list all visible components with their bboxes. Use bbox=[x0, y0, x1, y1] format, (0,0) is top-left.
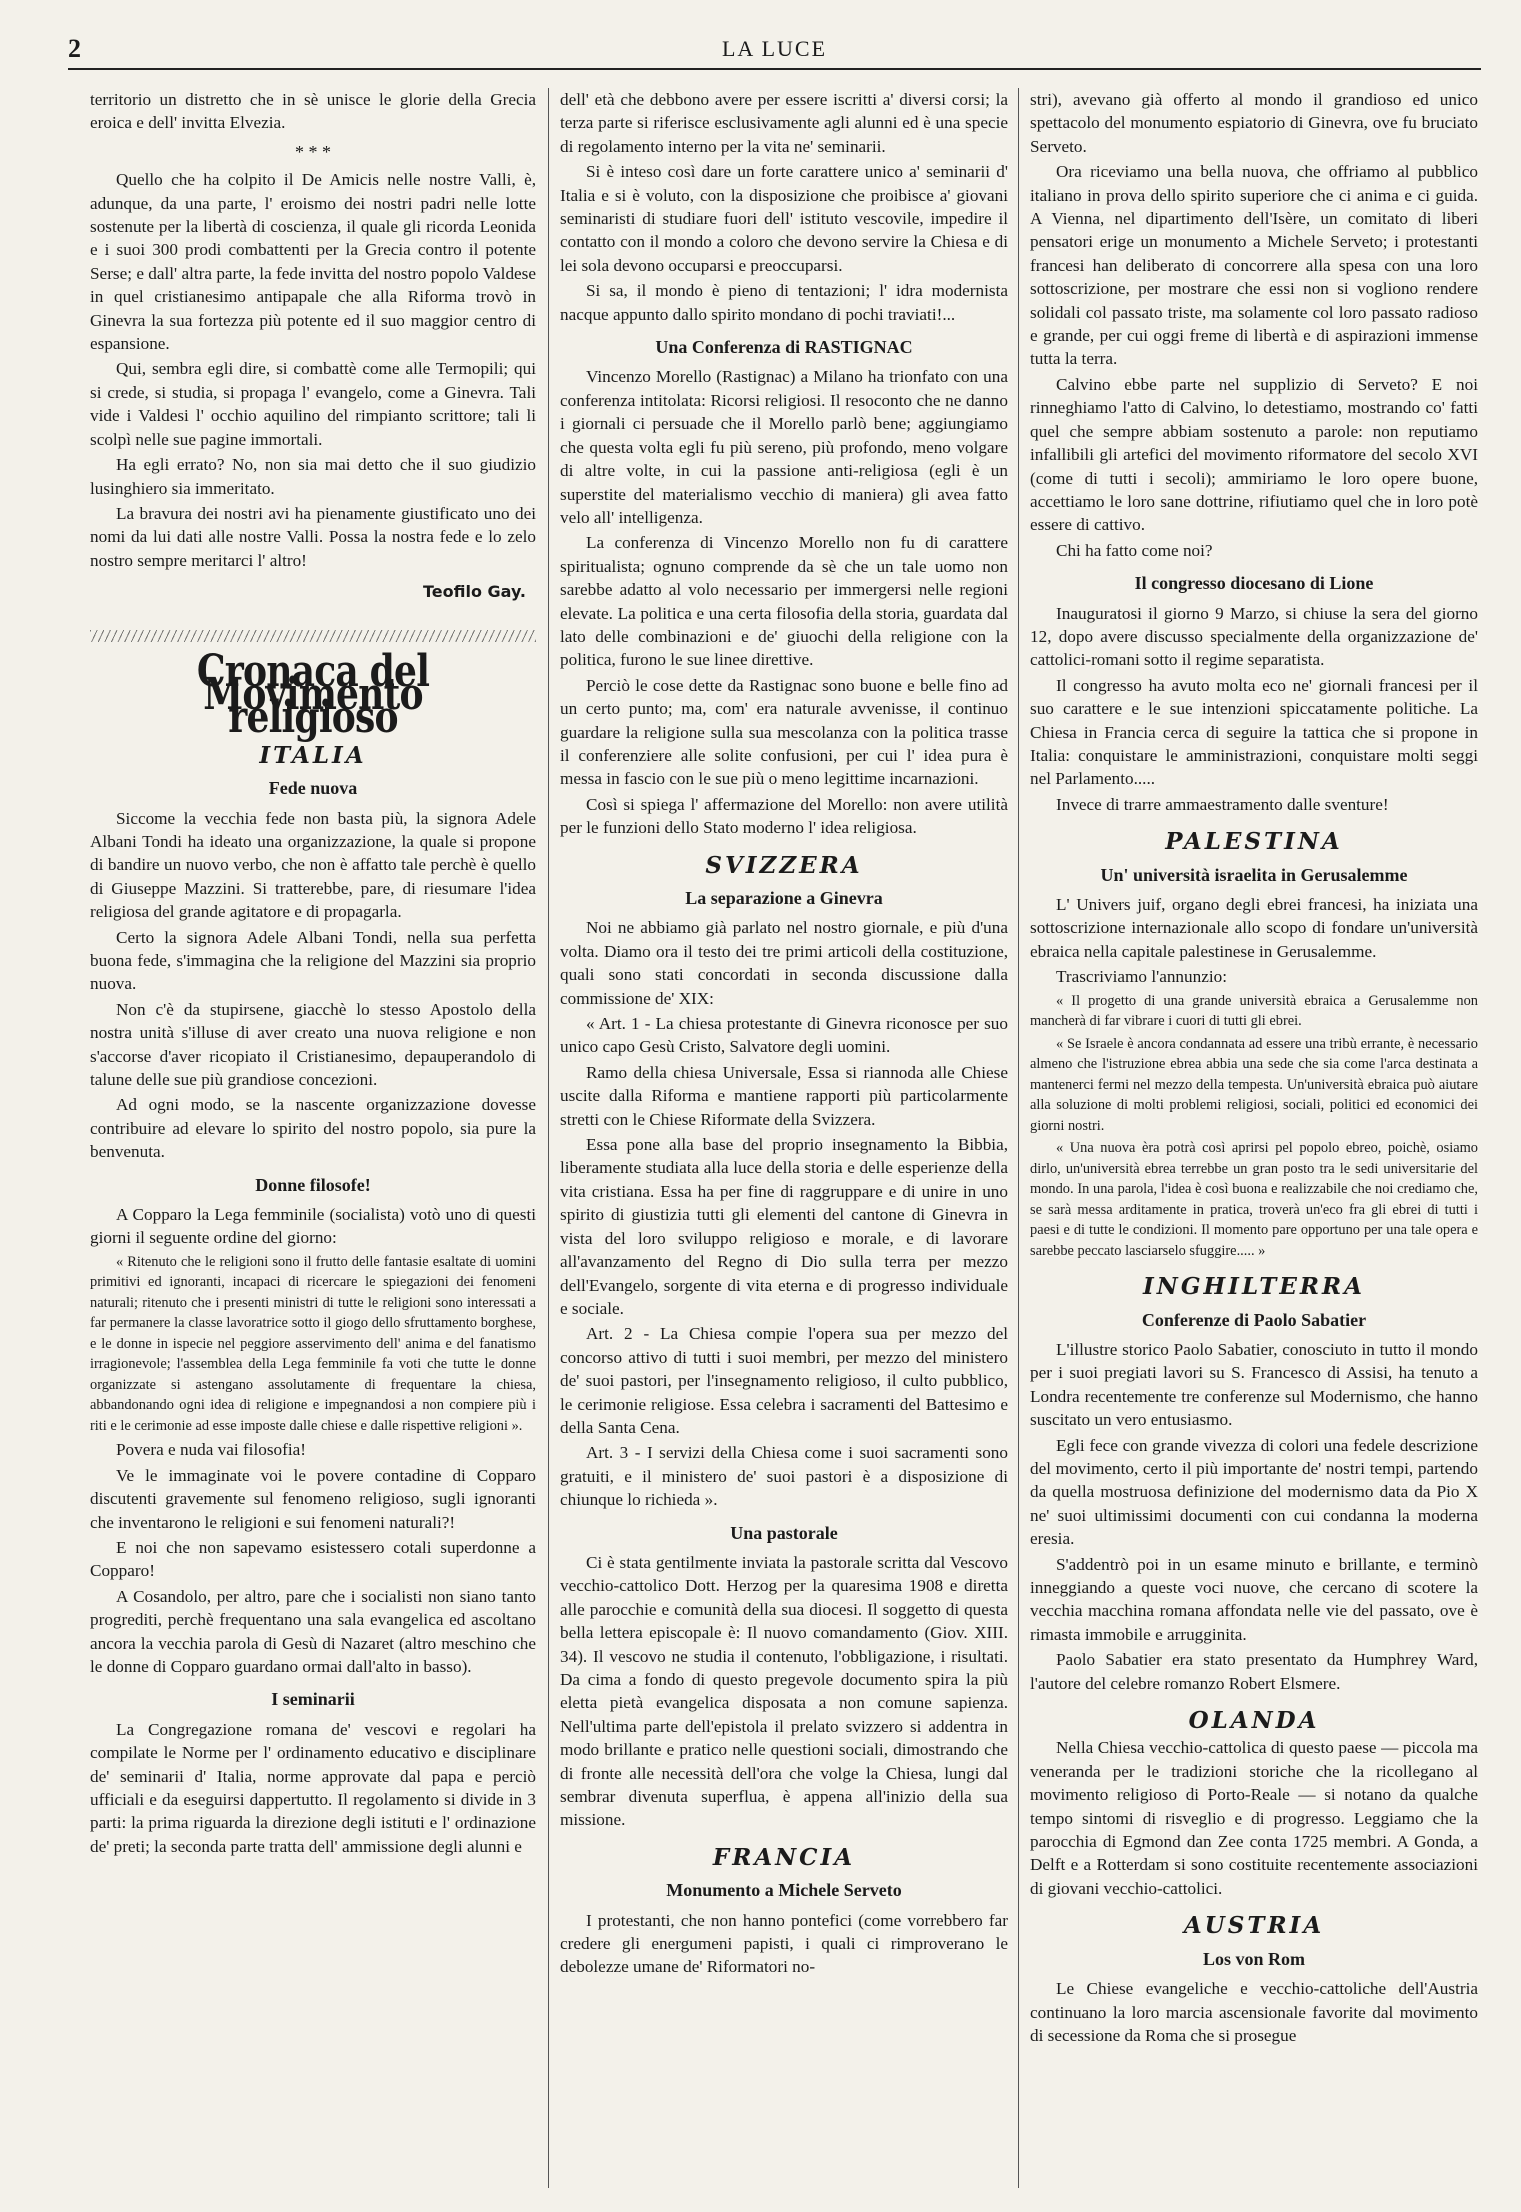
paragraph: territorio un distretto che in sè unisce le glorie della Grecia eroica e dell' invitta Elvezia. bbox=[90, 90, 536, 133]
article-title: Monumento a Michele Serveto bbox=[666, 1880, 902, 1901]
paragraph: I protestanti, che non hanno pontefici (come vorrebbero far credere gli energumeni papisti, i quali ci rimproverano le debolezze umane de' Riformatori no- bbox=[560, 1910, 1008, 1977]
article-title: Donne filosofe! bbox=[255, 1174, 371, 1195]
paragraph: La conferenza di Vincenzo Morello non fu di carattere spiritualista; ognuno comprende da sè che un tale uomo non sarebbe adatto al volo necessario per immergersi nelle regioni elevate. La politica e una certa filosofia della storia, guardata dal lato delle combinazioni e de' giuochi della religione con la politica, furono le sue linee direttive. bbox=[560, 533, 1008, 670]
article-title: Fede nuova bbox=[268, 778, 358, 799]
country-heading: INGHILTERRA bbox=[1143, 1273, 1365, 1301]
paragraph: Vincenzo Morello (Rastignac) a Milano ha trionfato con una conferenza intitolata: Ricorsi religiosi. Il resoconto che ne danno i giornali ci persuade che il Morello parlò bene; aggiungiamo che questa volta egli fu più sereno, più profondo, meno volgare di altre volte, in cui la passione anti-religiosa (egli è un superstite del materialismo vecchio di maniera) gli avea fatto velo all' intelligenza. bbox=[560, 367, 1008, 527]
quotation: « Una nuova èra potrà così aprirsi pel popolo ebreo, poichè, osiamo dirlo, un'università ebrea terrebbe un gran posto tra le sedi universitarie del mondo. In una parola, l'idea è così buona e realizzabile che noi crediamo che, se sarà messa arditamente in pratica, troverà un'eco fra gli ebrei di tutti i paesi e di tutte le condizioni. Il momento pare opportuno per una tale opera e sarebbe peccato lasciarselo sfuggire..... » bbox=[1030, 1140, 1478, 1259]
paragraph: Ad ogni modo, se la nascente organizzazione dovesse contribuire ad elevare lo spirito del nostro popolo, sia pure la benvenuta. bbox=[90, 1095, 536, 1162]
paragraph: Art. 2 - La Chiesa compie l'opera sua per mezzo del concorso attivo di tutti i suoi membri, per mezzo del ministero de' suoi pastori, per l'insegnamento religioso, il culto pubblico, le cerimonie religiose. Essa celebra i sacramenti del Battesimo e della Santa Cena. bbox=[560, 1324, 1008, 1437]
country-heading: AUSTRIA bbox=[1183, 1912, 1325, 1940]
paragraph: La bravura dei nostri avi ha pienamente giustificato uno dei nomi da lui dati alle nostre Valli. Possa la nostra fede e lo zelo nostro sempre meritarci l' altro! bbox=[90, 503, 536, 570]
article-title: La separazione a Ginevra bbox=[685, 888, 883, 908]
column-divider bbox=[1018, 88, 1019, 2188]
paragraph: Si è inteso così dare un forte carattere unico a' seminarii d' Italia e si è voluto, con la disposizione che proibisce a' giovani seminaristi di studiare fuori dell' istituto vescovile, impedire il contatto con il mondo a coloro che devono servire la Chiesa e di lei sola devono occuparsi e preoccuparsi. bbox=[560, 162, 1008, 275]
country-heading: ITALIA bbox=[259, 741, 367, 769]
paragraph: Egli fece con grande vivezza di colori una fedele descrizione del movimento, certo il più importante de' nostri tempi, partendo da quella mostruosa definizione del modernismo data da Pio X ne' suoi ultimissimi documenti con cui condanna la moderna eresia. bbox=[1030, 1435, 1478, 1549]
paragraph: Si sa, il mondo è pieno di tentazioni; l' idra modernista nacque appunto dallo spirito mondano di pochi traviati!... bbox=[560, 281, 1008, 324]
paragraph: Certo la signora Adele Albani Tondi, nella sua perfetta buona fede, s'immagina che la religione del Mazzini sia proprio nuova. bbox=[90, 927, 536, 994]
country-heading: SVIZZERA bbox=[705, 851, 863, 879]
article-title: I seminarii bbox=[271, 1689, 355, 1710]
quotation: « Se Israele è ancora condannata ad essere una tribù errante, è necessario almeno che l'istruzione ebrea abbia una sede che sia come l'arca destinata a mantenerci fermi nel mezzo della tempesta. Un'università ebraica può aiutare alla soluzione di molti problemi religiosi, sociali, politici ed economici dei giorni nostri. bbox=[1030, 1035, 1478, 1134]
paragraph: Ci è stata gentilmente inviata la pastorale scritta dal Vescovo vecchio-cattolico Dott. Herzog per la quaresima 1908 e diretta alle parocchie e comunità della sua diocesi. Il soggetto di questa bella lettera episcopale è: Il nuovo comandamento (Giov. XIII. 34). Il vescovo ne studia il contenuto, l'obbligazione, i risultati. Da cima a fondo di questo pregevole documento spira la più eletta pietà evangelica disposata a non comune sapienza. Nell'ultima parte dell'epistola il prelato svizzero si addentra in modo brillante e pratico nelle questioni sociali, dimostrando che di fronte alle necessità dell'ora che volge la Chiesa, lungi dal sembrar divenuta superflua, è appena all'inizio della sua missione. bbox=[560, 1552, 1008, 1830]
paragraph: Quello che ha colpito il De Amicis nelle nostre Valli, è, adunque, da una parte, l' eroismo dei nostri padri nelle lotte sostenute per la libertà di coscienza, il quale gli ricorda Leonida e i suoi 300 prodi combattenti per la Grecia contro il potente Serse; e dall' altra parte, la fede invitta del nostro popolo Valdese in quel cristianesimo antipapale che alla Riforma trovò in Ginevra la sua fortezza più potente ed il suo maggior centro di espansione. bbox=[90, 170, 536, 354]
paragraph: Siccome la vecchia fede non basta più, la signora Adele Albani Tondi ha ideato una organizzazione, la quale si propone di bandire un nuovo verbo, che non è affatto tale perchè è quello di Giuseppe Mazzini. Si tratterebbe, pare, di riesumare l'idea religiosa del grande agitatore e di propagarla. bbox=[90, 808, 536, 922]
paragraph: Perciò le cose dette da Rastignac sono buone e belle fino ad un certo punto; ma, com' era naturale avvenisse, il continuo guardare la religione sulla sua mescolanza con la politica trasse il conferenziere alle solite confusioni, per cui l' idea pura è messa in fascio con le sue più o meno legittime incarnazioni. bbox=[560, 675, 1008, 789]
article-title: Una pastorale bbox=[730, 1522, 838, 1543]
page-number: 2 bbox=[68, 34, 81, 63]
masthead: LA LUCE bbox=[721, 36, 828, 61]
paragraph: Inauguratosi il giorno 9 Marzo, si chiuse la sera del giorno 12, dopo avere discusso specialmente della organizzazione de' cattolici-romani sotto il regime separatista. bbox=[1030, 603, 1478, 670]
paragraph: E noi che non sapevamo esistessero cotali superdonne a Copparo! bbox=[90, 1538, 536, 1581]
page-header bbox=[68, 34, 1481, 70]
country-heading: FRANCIA bbox=[712, 1843, 856, 1871]
section-title: Cronaca del Movimento religioso bbox=[196, 645, 430, 744]
column-divider bbox=[548, 88, 549, 2188]
paragraph: Nella Chiesa vecchio-cattolica di questo paese — piccola ma veneranda per le tradizioni storiche che la ricollegano al movimento religioso di Porto-Reale — si notano da qualche tempo sintomi di risveglio e di progresso. Leggiamo che la parocchia di Egmond dan Zee conta 1725 membri. A Gonda, a Delft e a Rotterdam si sono costituite recentemente associazioni di giovani vecchio-cattolici. bbox=[1030, 1738, 1478, 1898]
paragraph: L'illustre storico Paolo Sabatier, conosciuto in tutto il mondo per i suoi pregiati lavori su S. Francesco di Assisi, ha tenuto a Londra recentemente tre conferenze sul Modernismo, che hanno suscitato un vero entusiasmo. bbox=[1030, 1339, 1478, 1430]
column-1 bbox=[90, 88, 536, 2188]
decorative-rule bbox=[90, 630, 536, 642]
country-heading: OLANDA bbox=[1188, 1707, 1320, 1735]
article-title: Los von Rom bbox=[1202, 1948, 1305, 1969]
paragraph: Paolo Sabatier era stato presentato da Humphrey Ward, l'autore del celebre romanzo Robert Elsmere. bbox=[1030, 1650, 1478, 1693]
paragraph: Invece di trarre ammaestramento dalle sventure! bbox=[1056, 794, 1389, 814]
paragraph: Calvino ebbe parte nel supplizio di Serveto? E noi rinneghiamo l'atto di Calvino, lo detestiamo, mostrando co' fatti quel che sempre abbiam sostenuto a parole: non reputiamo infallibili gli artefici del movimento riformatore del secolo XVI (come di tutti i secoli); ammiriamo le loro opere buone, accettiamo le loro sane dottrine, rifiutiamo quel che in loro potè essere di cattivo. bbox=[1030, 374, 1478, 535]
paragraph: S'addentrò poi in un esame minuto e brillante, e terminò inneggiando a queste voci nuove, che cercano di scotere la vecchia macchina romana affondata nelle vie del passato, ove è rimasta immobile e arrugginita. bbox=[1030, 1554, 1478, 1644]
article-title: Il congresso diocesano di Lione bbox=[1134, 573, 1374, 594]
paragraph: Noi ne abbiamo già parlato nel nostro giornale, e più d'una volta. Diamo ora il testo dei tre primi articoli della costituzione, quali sono stati concordati in seconda discussione dalla commissione de' XIX: bbox=[560, 918, 1008, 1008]
paragraph: Chi ha fatto come noi? bbox=[1056, 540, 1213, 560]
paragraph: Il congresso ha avuto molta eco ne' giornali francesi per il suo carattere e le sue intenzioni spiccatamente politiche. La Chiesa in Francia cerca di seguire la tattica che si propone in Italia: conquistare le amministrazioni, conquistare molti seggi nel Parlamento..... bbox=[1030, 675, 1478, 789]
paragraph: A Copparo la Lega femminile (socialista) votò uno di questi giorni il seguente ordine del giorno: bbox=[90, 1205, 536, 1248]
article-title: Un' università israelita in Gerusalemme bbox=[1100, 864, 1408, 885]
author-signature: Teofilo Gay. bbox=[422, 582, 526, 602]
paragraph: Qui, sembra egli dire, si combattè come alle Termopili; qui si crede, si studia, si propaga l' evangelo, come a Ginevra. Tali vide i Valdesi l' occhio aquilino del rimpianto scrittore; tali li scolpì nelle sue pagine immortali. bbox=[90, 359, 536, 449]
paragraph: Art. 3 - I servizi della Chiesa come i suoi sacramenti sono gratuiti, e il ministero de' suoi pastori è a disposizione di chiunque lo richieda ». bbox=[560, 1443, 1008, 1510]
quotation: « Ritenuto che le religioni sono il frutto delle fantasie esaltate di uomini primitivi ed ignoranti, incapaci di ricercare le spiegazioni dei fenomeni naturali; ritenuto che i presenti ministri di tutte le religioni sono interessati a far permanere la classe lavoratrice sotto il giogo dello sfruttamento borghese, e le donne in ispecie nel peggiore asservimento dell' anima e del fanatismo irragionevole; l'assemblea della Lega femminile fa voti che tutte le donne organizzate si astengano assolutamente di frequentare la chiesa, abbandonando ogni idea di religione e impegnandosi a non compiere più i riti e le cerimonie ad esse imposte dalle chiese e dalle rispettive religioni ». bbox=[90, 1253, 536, 1434]
column-3 bbox=[1030, 88, 1478, 2188]
paragraph: Ha egli errato? No, non sia mai detto che il suo giudizio lusinghiero sia immeritato. bbox=[90, 455, 536, 498]
country-heading: PALESTINA bbox=[1165, 828, 1343, 856]
paragraph: Ora riceviamo una bella nuova, che offriamo al pubblico italiano in prova dello spirito superiore che ci anima e ci guida. A Vienna, nel dipartimento dell'Isère, un comitato di liberi pensatori erige un monumento a Michele Serveto; i protestanti francesi han deliberato di concorrere alla spesa con una loro sottoscrizione, per mostrare che essi non si vogliono rendere solidali col passato triste, ma solamente col loro passato radioso e grande, per cui oggi freme di libertà e di aspirazioni immense tutta la terra. bbox=[1030, 162, 1478, 369]
paragraph: A Cosandolo, per altro, pare che i socialisti non siano tanto progrediti, perchè frequentano una sala evangelica ed ascoltano ancora la vecchia parola di Gesù di Nazaret (altro meschino che le donne di Copparo guardano ormai dall'alto in basso). bbox=[90, 1586, 536, 1677]
article-title: Una Conferenza di RASTIGNAC bbox=[655, 337, 913, 358]
paragraph: Ramo della chiesa Universale, Essa si riannoda alle Chiese uscite dalla Riforma e mantiene rapporti più particolarmente stretti con le Chiese Riformate della Svizzera. bbox=[560, 1062, 1008, 1129]
quotation: « Il progetto di una grande università ebraica a Gerusalemme non mancherà di far vibrare i cuori di tutti gli ebrei. bbox=[1030, 992, 1478, 1030]
paragraph: Essa pone alla base del proprio insegnamento la Bibbia, liberamente studiata alla luce della storia e delle esperienze della vita cristiana. Essa ha per fine di raggruppare e di unire in uno spirito di giustizia tutti gli elementi del cantone di Ginevra in vista del loro sviluppo religioso e morale, e di lavorare all'avanzamento del Regno di Dio sulla terra per mezzo dell'Evangelo, sorgente di vita eterna e di progresso individuale e sociale. bbox=[560, 1135, 1008, 1318]
paragraph: Povera e nuda vai filosofia! bbox=[116, 1440, 306, 1460]
paragraph: La Congregazione romana de' vescovi e regolari ha compilate le Norme per l' ordinamento educativo e disciplinare de' seminarii d' Italia, norme approvate dal papa e perciò ufficiali e da eseguirsi dappertutto. Il regolamento si divide in 3 parti: la prima riguarda la direzione degli istituti e l' ordinazione de' preti; la seconda parte tratta dell' ammissione degli alunni e bbox=[90, 1719, 536, 1856]
paragraph: Le Chiese evangeliche e vecchio-cattoliche dell'Austria continuano la loro marcia ascensionale favorite dal movimento di secessione da Roma che si prosegue bbox=[1030, 1979, 1478, 2045]
paragraph: « Art. 1 - La chiesa protestante di Ginevra riconosce per suo unico capo Gesù Cristo, Salvatore degli uomini. bbox=[560, 1014, 1008, 1057]
paragraph: dell' età che debbono avere per essere iscritti a' diversi corsi; la terza parte si riferisce esclusivamente agli alunni ed è una specie di regolamento interno per la vita ne' seminarii. bbox=[560, 90, 1008, 156]
article-title: Conferenze di Paolo Sabatier bbox=[1141, 1309, 1367, 1330]
paragraph: Ve le immaginate voi le povere contadine di Copparo discutenti gravemente sul fenomeno religioso, sugli ignoranti che inventarono le religioni e sui fenomeni naturali?! bbox=[90, 1465, 536, 1532]
paragraph: L' Univers juif, organo degli ebrei francesi, ha iniziata una sottoscrizione internazionale allo scopo di fondare un'università ebraica nella capitale palestinese in Gerusalemme. bbox=[1030, 895, 1478, 961]
paragraph: stri), avevano già offerto al mondo il grandioso ed unico spettacolo del monumento espiatorio di Ginevra, ove fu bruciato Serveto. bbox=[1030, 90, 1478, 156]
paragraph: Così si spiega l' affermazione del Morello: non avere utilità per le funzioni dello Stato moderno l' idea religiosa. bbox=[560, 794, 1008, 838]
paragraph: Non c'è da stupirsene, giacchè lo stesso Apostolo della nostra unità s'illuse di aver creato una nuova religione e non s'accorse d'aver ricopiato il Cristianesimo, depauperandolo di talune delle sue più grandiose concezioni. bbox=[90, 999, 536, 1090]
paragraph: Trascriviamo l'annunzio: bbox=[1056, 967, 1227, 987]
section-separator: * * * bbox=[295, 141, 331, 162]
column-2 bbox=[560, 88, 1008, 2188]
